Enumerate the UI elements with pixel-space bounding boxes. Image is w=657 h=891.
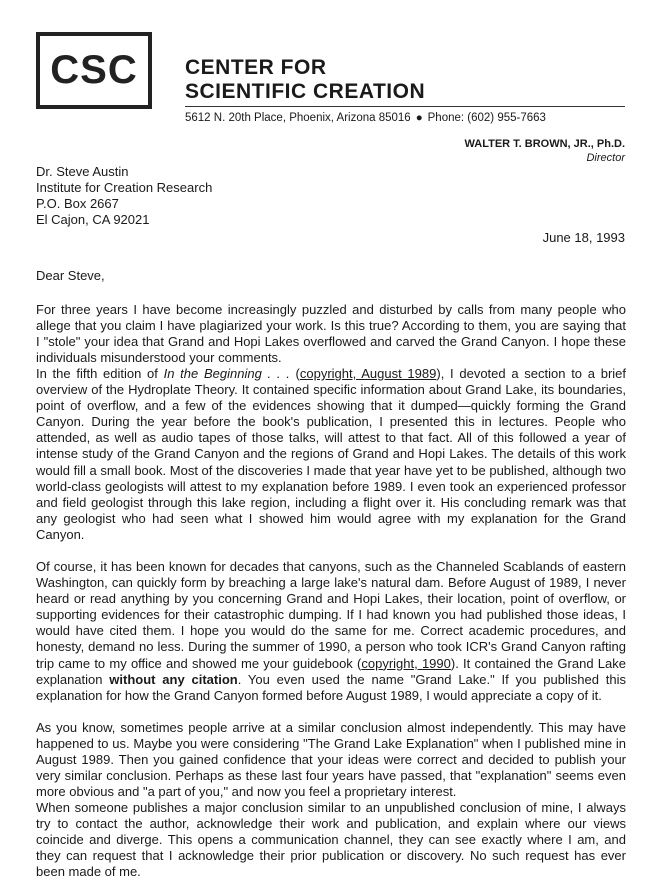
phone: Phone: (602) 955-7663 — [427, 112, 546, 124]
p3-text-c: . You even used the name "Grand Lake." If you published this explanation for how the Grand Canyon formed before August 1989, I would appreciate a copy of it. — [36, 671, 626, 703]
paragraph-4: As you know, sometimes people arrive at a similar conclusion almost independently. This may have happened to us. Maybe you were considering "The Grand Lake Explanation" when I published mine in August 1989. Then you gained confidence that your ideas were correct and decided to publish your very similar conclusion. Perhaps as these last four years have passed, that "explanation" seems even more obvious and "a part of you," and now you feel a proprietary interest. — [36, 720, 626, 800]
letterhead-address-line — [185, 112, 546, 124]
paragraph-3 — [36, 559, 626, 704]
recipient-address — [36, 164, 212, 228]
p2-text-b: ( — [289, 366, 300, 381]
signer-title: Director — [586, 152, 625, 164]
salutation: Dear Steve, — [36, 268, 105, 283]
copyright-note-1990: copyright, 1990 — [361, 655, 451, 671]
book-title: In the Beginning . . . — [163, 366, 290, 381]
recipient-org: Institute for Creation Research — [36, 180, 213, 195]
copyright-note-1989: copyright, August 1989 — [299, 366, 437, 381]
paragraph-1: For three years I have become increasingly puzzled and disturbed by calls from many people who allege that you claim I have plagiarized your work. Is this true? According to them, you are saying that I "stole" your idea that Grand and Hopi Lakes overflowed and carved the Grand Canyon. I hope these individuals misunderstood your comments. — [36, 302, 626, 366]
paragraph-2 — [36, 366, 626, 543]
paragraph-5: When someone publishes a major conclusion similar to an unpublished conclusion of mine, I always try to contact the author, acknowledge their work and publication, and explain where our views coincide and diverge. This opens a communication channel, they can see exactly where I am, and they can request that I acknowledge their prior publication or discovery. No such request has ever been made of me. — [36, 800, 626, 880]
csc-logo — [36, 32, 152, 109]
p2-text-c: ), I devoted a section to a brief overview of the Hydroplate Theory. It contained specific information about Grand Lake, its boundaries, point of overflow, and a few of the evidences showing that it dumped—quickly forming the Grand Canyon. During the year before the book's publication, I presented this in lectures. People who attended, as well as audio tapes of those talks, will attest to that fact. All of this followed a year of intense study of the Grand Canyon and the regions of Grand and Hopi Lakes. The details of this work would fill a small book. Most of the discoveries I made that year have yet to be published, although two world-class geologists will attest to my explanation before 1989. I even took an experienced professor and field geologist through this lake region, including a flight over it. His concluding remark was that any geologist who had seen what I showed him would agree with my explanation for the Grand Canyon. — [36, 366, 626, 542]
letter-date: June 18, 1993 — [542, 230, 625, 245]
p2-text-a: In the fifth edition of — [36, 366, 164, 381]
signer-name: WALTER T. BROWN, JR., Ph.D. — [464, 138, 625, 150]
recipient-po-box: P.O. Box 2667 — [36, 196, 119, 211]
address: 5612 N. 20th Place, Phoenix, Arizona 85016 — [185, 112, 411, 124]
org-name-line2: SCIENTIFIC CREATION — [185, 80, 426, 103]
org-name-line1: CENTER FOR — [185, 56, 327, 79]
p3-text-b: ). It contained the Grand Lake explanation — [36, 655, 626, 687]
p3-text-a: Of course, it has been known for decades that canyons, such as the Channeled Scablands of eastern Washington, can quickly form by breaching a large lake's natural dam. Before August of 1989, I never heard or read anything by you concerning Grand and Hopi Lakes, their location, point of overflow, or supporting evidences for their catastrophic dumping. If I had known you had published those ideas, I would have cited them. I hope you would do the same for me. Correct academic procedures, and honesty, demand no less. During the summer of 1990, a person who took ICR's Grand Canyon rafting trip came to my office and showed me your guidebook ( — [36, 559, 626, 671]
letterhead-rule — [185, 106, 625, 107]
recipient-name: Dr. Steve Austin — [36, 164, 129, 179]
bullet-icon: ● — [415, 112, 423, 124]
without-citation-emphasis: without any citation — [109, 671, 238, 687]
recipient-city: El Cajon, CA 92021 — [36, 212, 150, 227]
logo-text: CSC — [50, 48, 138, 92]
